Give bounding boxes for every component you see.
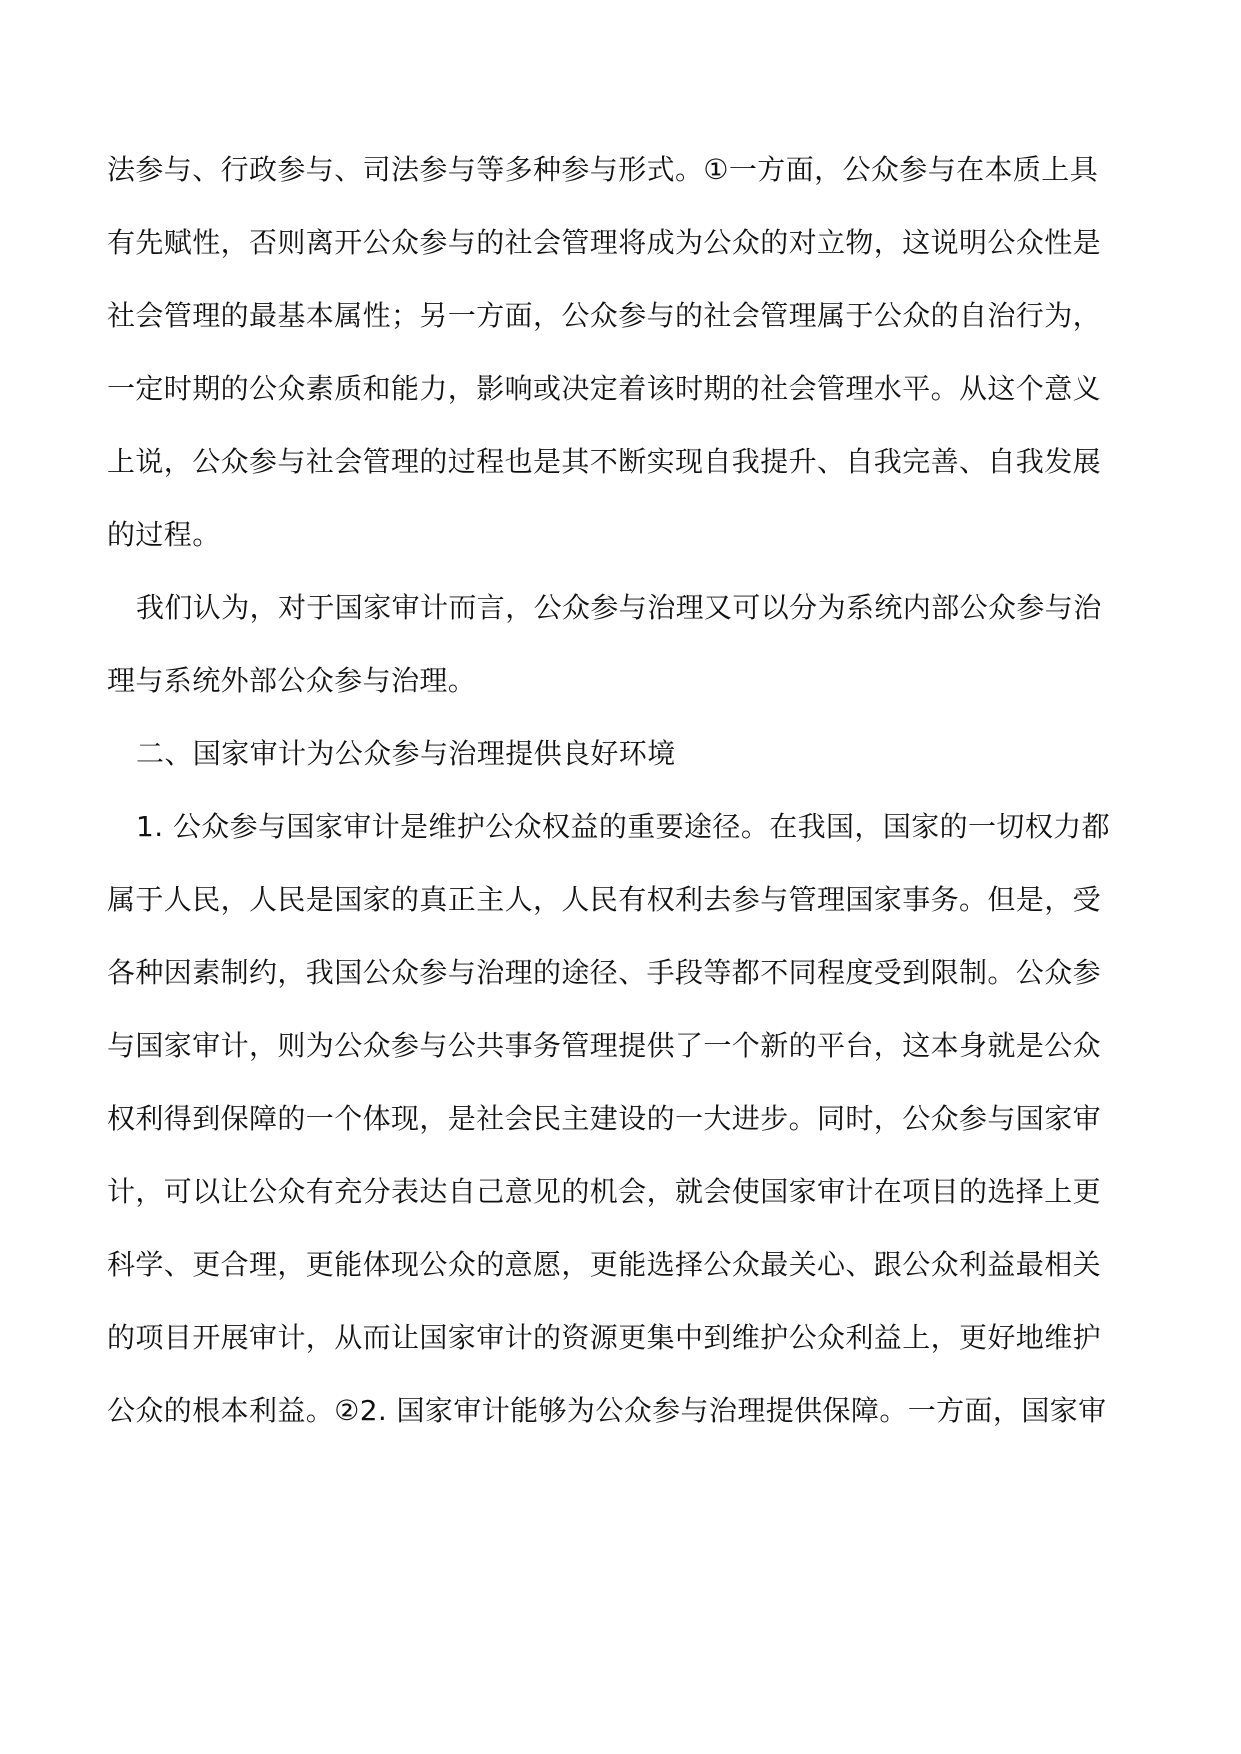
text-line: 权利得到保障的一个体现，是社会民主建设的一大进步。同时，公众参与国家审 [107, 1102, 1102, 1135]
text-line: 与国家审计，则为公众参与公共事务管理提供了一个新的平台，这本身就是公众 [107, 1029, 1102, 1062]
text-line: 的过程。 [107, 518, 221, 551]
text-line: 公众的根本利益。②2. 国家审计能够为公众参与治理提供保障。一方面，国家审 [107, 1394, 1107, 1427]
text-line: 有先赋性，否则离开公众参与的社会管理将成为公众的对立物，这说明公众性是 [107, 226, 1102, 259]
text-line: 计，可以让公众有充分表达自己意见的机会，就会使国家审计在项目的选择上更 [107, 1175, 1102, 1208]
text-line: 属于人民，人民是国家的真正主人，人民有权利去参与管理国家事务。但是，受 [107, 883, 1102, 916]
text-line: 各种因素制约，我国公众参与治理的途径、手段等都不同程度受到限制。公众参 [107, 956, 1102, 989]
text-line: 理与系统外部公众参与治理。 [107, 664, 477, 697]
text-line: 社会管理的最基本属性；另一方面，公众参与的社会管理属于公众的自治行为， [107, 299, 1102, 332]
section-heading: 二、国家审计为公众参与治理提供良好环境 [136, 737, 676, 770]
text-line: 我们认为，对于国家审计而言，公众参与治理又可以分为系统内部公众参与治 [136, 591, 1102, 624]
text-line: 一定时期的公众素质和能力，影响或决定着该时期的社会管理水平。从这个意义 [107, 372, 1102, 405]
text-line: 的项目开展审计，从而让国家审计的资源更集中到维护公众利益上，更好地维护 [107, 1321, 1102, 1354]
text-line: 1. 公众参与国家审计是维护公众权益的重要途径。在我国，国家的一切权力都 [136, 810, 1111, 843]
text-line: 法参与、行政参与、司法参与等多种参与形式。①一方面，公众参与在本质上具 [107, 153, 1099, 186]
text-line: 上说，公众参与社会管理的过程也是其不断实现自我提升、自我完善、自我发展 [107, 445, 1102, 478]
text-line: 科学、更合理，更能体现公众的意愿，更能选择公众最关心、跟公众利益最相关 [107, 1248, 1102, 1281]
